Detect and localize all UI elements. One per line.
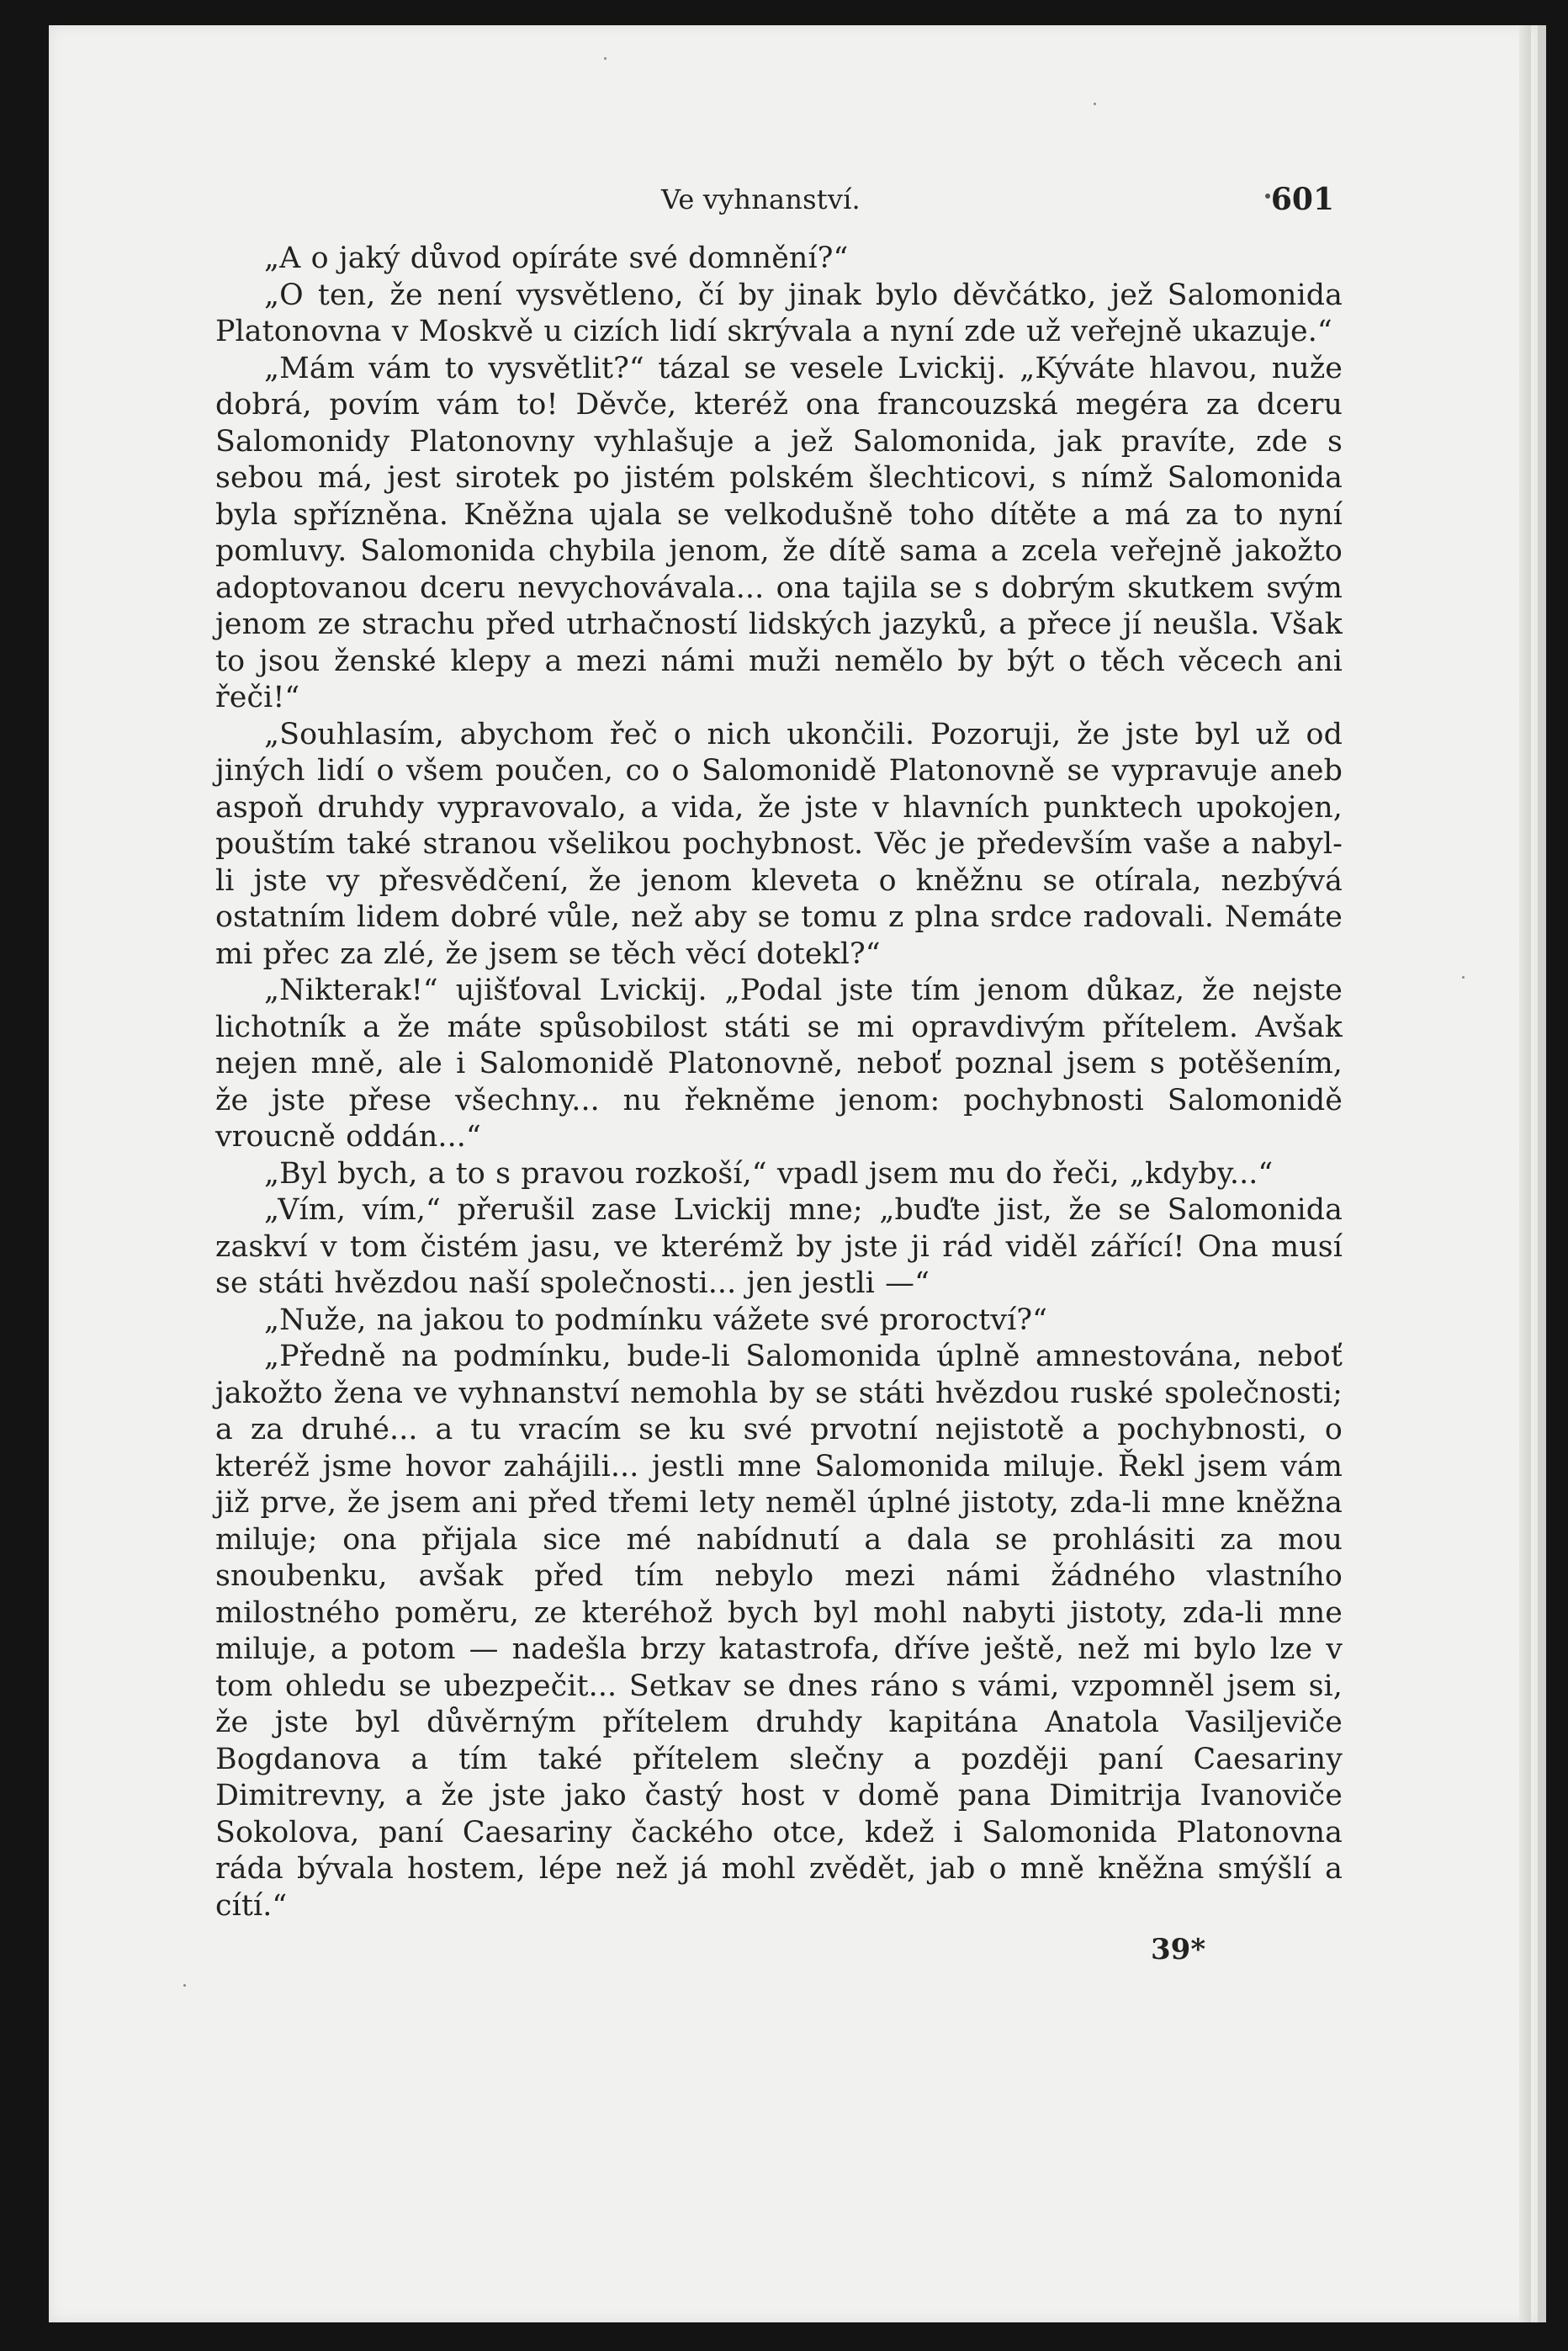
paragraph-9: „Předně na podmínku, bude-li Salomonida úplně amnestována, neboť jakožto žena ve vyhnanství nemohla by se státi hvězdou ruské společnosti; a za druhé... a tu vracím se ku své prvotní nejistotě a pochybnosti, o kteréž jsme hovor zahájili... jestli mne Salomonida miluje. Řekl jsem vám již prve, že jsem ani před třemi lety neměl úplné jistoty, zda-li mne kněžna miluje; ona přijala sice mé nabídnutí a dala se prohlásiti za mou snoubenku, avšak před tím nebylo mezi námi žádného vlastního milostného poměru, ze kteréhož bych byl mohl nabyti jistoty, zda-li mne miluje, a potom — nadešla brzy katastrofa, dříve ještě, než mi bylo lze v tom ohledu se ubezpečit... Setkav se dnes ráno s vámi, vzpomněl jsem si, že jste byl důvěrným přítelem druhdy kapitána Anatola Vasiljeviče Bogdanova a tím také přítelem slečny a později paní Caesariny Dimitrevny, a že jste jako častý host v domě pana Dimitrija Ivanoviče Sokolova, paní Caesariny čackého otce, kdež i Salomonida Platonovna ráda bývala hostem, lépe než já mohl zvědět, jab o mně kněžna smýšlí a cítí.“ <box>215 1340 1343 1923</box>
scan-speck <box>183 1984 186 1987</box>
paragraph-3: „Mám vám to vysvětlit?“ tázal se vesele Lvickij. „Kýváte hlavou, nuže dobrá, povím vám to! Děvče, kteréž ona francouzská megéra za dceru Salomonidy Platonovny vyhlašuje a jež Salomonida, jak pravíte, zde s sebou má, jest sirotek po jistém polském šlechticovi, s nímž Salomonida byla spřízněna. Kněžna ujala se velkodušně toho dítěte a má za to nyní pomluvy. Salomonida chybila jenom, že dítě sama a zcela veřejně jakožto adoptovanou dceru nevychovávala... ona tajila se s dobrým skutkem svým jenom ze strachu před utrhačností lidských jazyků, a přece jí neušla. Však to jsou ženské klepy a mezi námi muži nemělo by být o těch věcech ani řeči!“ <box>215 351 1343 714</box>
paragraph-8: „Nuže, na jakou to podmínku vážete své proroctví?“ <box>264 1303 1048 1337</box>
paragraph-6: „Byl bych, a to s pravou rozkoší,“ vpadl jsem mu do řeči, „kdyby...“ <box>264 1156 1274 1191</box>
page-edge <box>1519 25 1531 2322</box>
paragraph-1: „A o jaký důvod opíráte své domnění?“ <box>264 241 849 275</box>
paragraph-4: „Souhlasím, abychom řeč o nich ukončili. Pozoruji, že jste byl už od jiných lidí o všem poučen, co o Salomonidě Platonovně se vypravuje aneb aspoň druhdy vypravovalo, a vida, že jste v hlavních punktech upokojen, pouštím také stranou všelikou pochybnost. Věc je především vaše a nabyl-li jste vy přesvědčení, že jenom kleveta o kněžnu se otírala, nezbývá ostatním lidem dobré vůle, než aby se tomu z plna srdce radovali. Nemáte mi přec za zlé, že jsem se těch věcí dotekl?“ <box>215 717 1343 971</box>
running-title: Ve vyhnanství. <box>661 183 861 215</box>
page-content <box>215 183 1343 1968</box>
paragraph-2: „O ten, že není vysvětleno, čí by jinak bylo děvčátko, jež Salomonida Platonovna v Moskvě u cizích lidí skrývala a nyní zde už veřejně ukazuje.“ <box>215 278 1343 348</box>
header-dot <box>1265 194 1270 199</box>
book-page <box>49 25 1546 2322</box>
signature-mark: 39* <box>1151 1933 1206 1966</box>
page-number: 601 <box>1270 182 1334 217</box>
paragraph-7: „Vím, vím,“ přerušil zase Lvickij mne; „buďte jist, že se Salomonida zaskví v tom čistém jasu, ve kterémž by jste ji rád viděl zářící! Ona musí se státi hvězdou naší společnosti... jen jestli —“ <box>215 1193 1343 1300</box>
running-head <box>215 183 1343 231</box>
paragraph-5: „Nikterak!“ ujišťoval Lvickij. „Podal jste tím jenom důkaz, že nejste lichotník a že máte spůsobilost státi se mi opravdivým přítelem. Avšak nejen mně, ale i Salomonidě Platonovně, neboť poznal jsem s potěšením, že jste přese všechny... nu řekněme jenom: pochybnosti Salomonidě vroucně oddán...“ <box>215 974 1343 1154</box>
scan-speck <box>1094 103 1096 105</box>
scan-speck <box>1462 976 1465 979</box>
scan-speck <box>604 57 607 60</box>
